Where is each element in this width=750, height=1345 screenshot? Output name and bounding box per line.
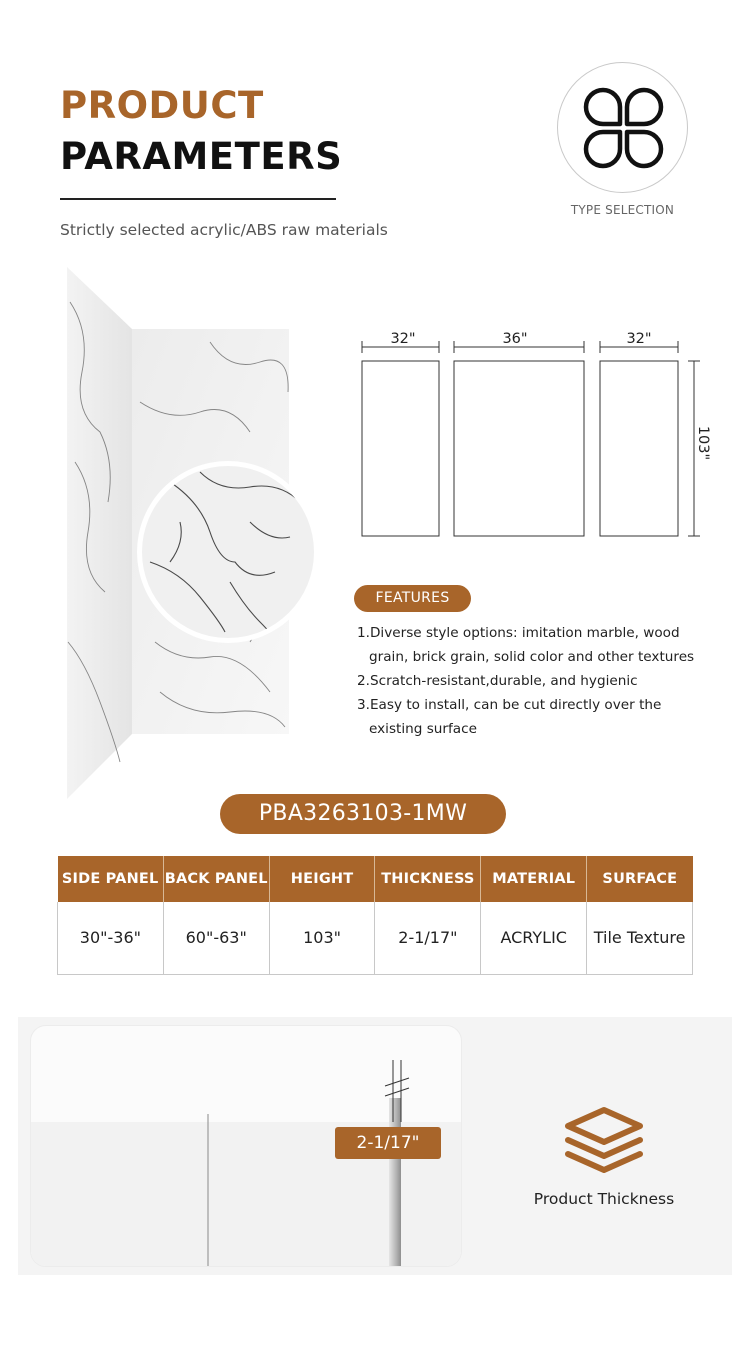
marble-panel-illustration (60, 262, 340, 807)
dimensions-diagram (355, 325, 715, 550)
spec-header-back-panel: BACK PANEL (163, 856, 269, 902)
spec-table-header-row (58, 856, 693, 902)
layers-icon (556, 1104, 652, 1174)
title-line-2: PARAMETERS (60, 135, 343, 178)
dimension-side-left: 32" (390, 331, 416, 347)
quatrefoil-logo-icon (558, 63, 689, 194)
type-selection-badge (557, 62, 688, 193)
title-divider (60, 198, 336, 200)
dimension-back: 36" (502, 331, 528, 347)
spec-header-height: HEIGHT (269, 856, 375, 902)
feature-item: 1.Diverse style options: imitation marble, wood grain, brick grain, solid color and other textures (357, 625, 695, 665)
table-row (58, 902, 693, 974)
dimension-side-right: 32" (626, 331, 652, 347)
spec-header-surface: SURFACE (587, 856, 693, 902)
title-line-1: PRODUCT (60, 84, 264, 127)
type-selection-label: TYPE SELECTION (570, 203, 675, 217)
spec-header-side-panel: SIDE PANEL (58, 856, 164, 902)
dimension-height: 103" (695, 425, 711, 461)
features-heading: FEATURES (354, 585, 471, 612)
spec-cell-side-panel: 30"-36" (58, 902, 164, 974)
feature-item: 2.Scratch-resistant,durable, and hygienic (357, 673, 638, 689)
spec-cell-surface: Tile Texture (587, 902, 693, 974)
spec-cell-height: 103" (269, 902, 375, 974)
model-number: PBA3263103-1MW (220, 794, 506, 834)
spec-header-thickness: THICKNESS (375, 856, 481, 902)
features-list (357, 621, 717, 741)
thickness-badge: 2-1/17" (335, 1127, 441, 1159)
spec-cell-thickness: 2-1/17" (375, 902, 481, 974)
spec-table (57, 856, 693, 975)
spec-header-material: MATERIAL (481, 856, 587, 902)
feature-item: 3.Easy to install, can be cut directly over the existing surface (357, 697, 662, 737)
spec-cell-material: ACRYLIC (481, 902, 587, 974)
spec-cell-back-panel: 60"-63" (163, 902, 269, 974)
subtitle: Strictly selected acrylic/ABS raw materials (60, 221, 388, 239)
thickness-label: Product Thickness (533, 1190, 675, 1208)
